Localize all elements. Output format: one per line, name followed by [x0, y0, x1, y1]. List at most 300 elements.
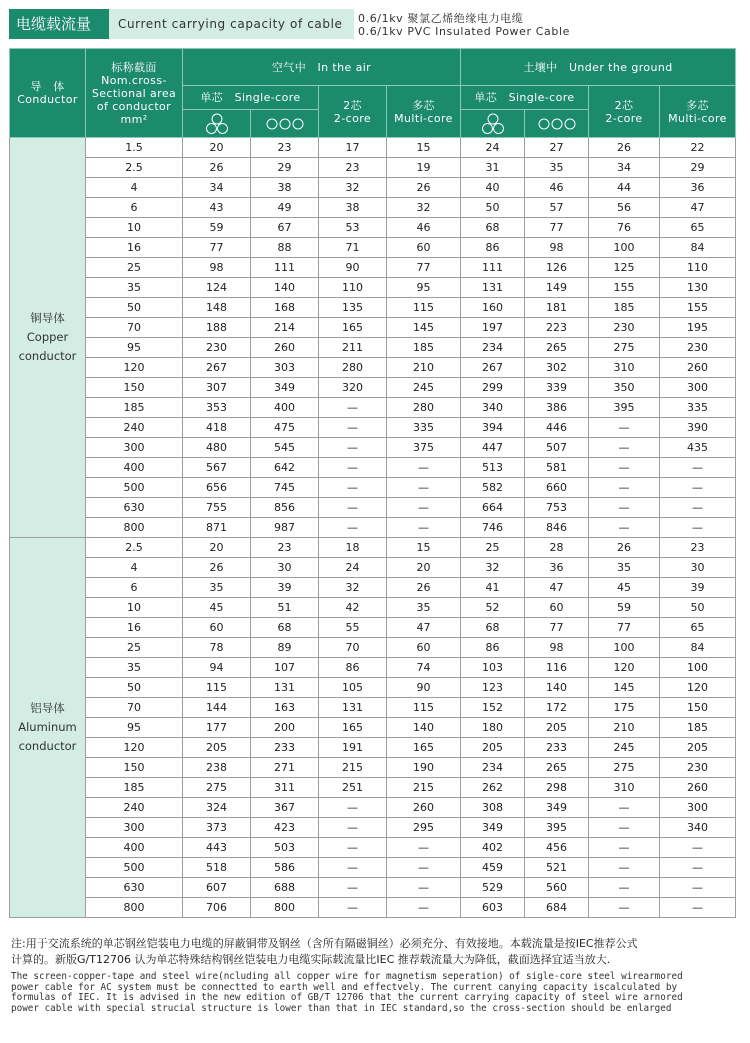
capacity-cell: — — [589, 838, 660, 858]
subtitle-zh: 0.6/1kv 聚氯乙烯绝缘电力电缆 — [358, 12, 524, 25]
capacity-cell: 185 — [660, 718, 736, 738]
capacity-cell: — — [589, 478, 660, 498]
capacity-cell: 47 — [387, 618, 461, 638]
capacity-cell: — — [387, 458, 461, 478]
table-header — [10, 49, 736, 138]
capacity-cell: 386 — [525, 398, 589, 418]
capacity-cell: — — [319, 458, 387, 478]
capacity-cell: 320 — [319, 378, 387, 398]
subtitle-en: 0.6/1kv PVC Insulated Power Cable — [358, 25, 570, 38]
capacity-cell: 349 — [525, 798, 589, 818]
capacity-cell: 846 — [525, 518, 589, 538]
capacity-cell: — — [387, 838, 461, 858]
capacity-cell: 46 — [525, 178, 589, 198]
capacity-cell: 350 — [589, 378, 660, 398]
capacity-cell: 111 — [251, 258, 319, 278]
capacity-cell: 560 — [525, 878, 589, 898]
air-two-core-header: 2芯 2-core — [319, 86, 387, 138]
capacity-cell: 36 — [525, 558, 589, 578]
capacity-cell: — — [660, 478, 736, 498]
capacity-cell: 223 — [525, 318, 589, 338]
conductor-header: 导 体 Conductor — [10, 49, 86, 138]
cross-section-cell: 120 — [86, 738, 183, 758]
capacity-cell: 335 — [387, 418, 461, 438]
capacity-cell: 35 — [525, 158, 589, 178]
capacity-cell: 418 — [183, 418, 251, 438]
capacity-cell: 190 — [387, 758, 461, 778]
capacity-cell: 265 — [525, 758, 589, 778]
capacity-cell: 755 — [183, 498, 251, 518]
capacity-cell: 68 — [251, 618, 319, 638]
capacity-cell: 607 — [183, 878, 251, 898]
capacity-cell: 26 — [589, 138, 660, 158]
capacity-cell: 260 — [660, 778, 736, 798]
capacity-cell: 475 — [251, 418, 319, 438]
capacity-cell: 23 — [251, 138, 319, 158]
capacity-cell: 395 — [589, 398, 660, 418]
cross-section-cell: 500 — [86, 478, 183, 498]
cross-section-cell: 6 — [86, 578, 183, 598]
capacity-cell: 115 — [387, 298, 461, 318]
capacity-cell: 42 — [319, 598, 387, 618]
cross-section-cell: 4 — [86, 178, 183, 198]
cross-section-cell: 4 — [86, 558, 183, 578]
capacity-cell: 65 — [660, 218, 736, 238]
capacity-cell: — — [660, 518, 736, 538]
capacity-cell: 262 — [461, 778, 525, 798]
table-row — [10, 558, 736, 578]
capacity-cell: 86 — [461, 638, 525, 658]
capacity-cell: 23 — [660, 538, 736, 558]
capacity-cell: 210 — [387, 358, 461, 378]
capacity-cell: — — [319, 518, 387, 538]
capacity-cell: 40 — [461, 178, 525, 198]
capacity-cell: 191 — [319, 738, 387, 758]
capacity-cell: — — [589, 898, 660, 918]
capacity-cell: 31 — [461, 158, 525, 178]
capacity-cell: 871 — [183, 518, 251, 538]
capacity-cell: 15 — [387, 138, 461, 158]
capacity-cell: 168 — [251, 298, 319, 318]
capacity-cell: 230 — [589, 318, 660, 338]
capacity-cell: 521 — [525, 858, 589, 878]
capacity-cell: 22 — [660, 138, 736, 158]
capacity-cell: 245 — [387, 378, 461, 398]
capacity-cell: 53 — [319, 218, 387, 238]
table-row — [10, 758, 736, 778]
capacity-cell: 100 — [589, 238, 660, 258]
cross-section-cell: 400 — [86, 458, 183, 478]
capacity-cell: 503 — [251, 838, 319, 858]
capacity-cell: 300 — [660, 378, 736, 398]
ground-trefoil-cell — [461, 110, 525, 138]
capacity-cell: 660 — [525, 478, 589, 498]
cross-section-header: 标称截面 Nom.cross- Sectional area of conductor mm² — [86, 49, 183, 138]
capacity-cell: 582 — [461, 478, 525, 498]
table-row — [10, 798, 736, 818]
table-row — [10, 538, 736, 558]
capacity-cell: 400 — [251, 398, 319, 418]
capacity-cell: 518 — [183, 858, 251, 878]
capacity-cell: 260 — [251, 338, 319, 358]
trefoil-cable-icon — [203, 113, 231, 135]
capacity-cell: 107 — [251, 658, 319, 678]
capacity-cell: 77 — [183, 238, 251, 258]
cross-section-cell: 1.5 — [86, 138, 183, 158]
table-row — [10, 238, 736, 258]
cross-section-cell: 50 — [86, 678, 183, 698]
cross-section-cell: 300 — [86, 818, 183, 838]
capacity-cell: 35 — [183, 578, 251, 598]
capacity-cell: 111 — [461, 258, 525, 278]
capacity-cell: 67 — [251, 218, 319, 238]
note-zh-line: 计算的。新版G/T12706 认为单芯特殊结构钢丝铠装电力电缆实际载流量比IEC 推荐载流量大为降低，截面选择宜适当放大. — [11, 953, 611, 966]
capacity-cell: 324 — [183, 798, 251, 818]
capacity-cell: 987 — [251, 518, 319, 538]
capacity-cell: 230 — [660, 758, 736, 778]
capacity-cell: 185 — [589, 298, 660, 318]
capacity-cell: 745 — [251, 478, 319, 498]
capacity-cell: 140 — [251, 278, 319, 298]
capacity-cell: 94 — [183, 658, 251, 678]
capacity-cell: 50 — [461, 198, 525, 218]
capacity-cell: 17 — [319, 138, 387, 158]
capacity-cell: — — [589, 438, 660, 458]
capacity-cell: 308 — [461, 798, 525, 818]
capacity-cell: 26 — [183, 158, 251, 178]
capacity-cell: 188 — [183, 318, 251, 338]
capacity-cell: 456 — [525, 838, 589, 858]
capacity-cell: 68 — [461, 218, 525, 238]
capacity-cell: 753 — [525, 498, 589, 518]
capacity-table — [9, 48, 736, 918]
capacity-cell: 245 — [589, 738, 660, 758]
capacity-cell: — — [589, 798, 660, 818]
capacity-cell: 55 — [319, 618, 387, 638]
capacity-cell: 26 — [387, 178, 461, 198]
capacity-cell: 50 — [660, 598, 736, 618]
capacity-cell: 233 — [525, 738, 589, 758]
capacity-cell: 20 — [183, 538, 251, 558]
capacity-cell: 32 — [461, 558, 525, 578]
capacity-cell: 100 — [660, 658, 736, 678]
cross-section-cell: 150 — [86, 758, 183, 778]
capacity-cell: 39 — [251, 578, 319, 598]
title-en: Current carrying capacity of cable — [109, 9, 354, 39]
cross-section-cell: 300 — [86, 438, 183, 458]
capacity-cell: 165 — [319, 718, 387, 738]
capacity-cell: 211 — [319, 338, 387, 358]
capacity-cell: 144 — [183, 698, 251, 718]
capacity-cell: 656 — [183, 478, 251, 498]
capacity-cell: 148 — [183, 298, 251, 318]
capacity-cell: 49 — [251, 198, 319, 218]
capacity-cell: 165 — [387, 738, 461, 758]
capacity-cell: 30 — [251, 558, 319, 578]
capacity-cell: 684 — [525, 898, 589, 918]
capacity-cell: 395 — [525, 818, 589, 838]
conductor-group-label — [10, 538, 86, 918]
air-multi-core-header: 多芯 Multi-core — [387, 86, 461, 138]
cross-section-cell: 35 — [86, 278, 183, 298]
capacity-cell: 175 — [589, 698, 660, 718]
air-flat-cell — [251, 110, 319, 138]
capacity-cell: — — [660, 858, 736, 878]
capacity-cell: 36 — [660, 178, 736, 198]
cross-section-cell: 25 — [86, 638, 183, 658]
capacity-cell: — — [319, 898, 387, 918]
cross-section-cell: 240 — [86, 418, 183, 438]
note-en — [11, 972, 741, 1014]
cross-section-cell: 185 — [86, 398, 183, 418]
capacity-cell: — — [589, 458, 660, 478]
capacity-cell: 205 — [183, 738, 251, 758]
conductor-group-text: conductor — [18, 349, 77, 363]
note-en-line: formulas of IEC. It is advised in the new edition of GB/T 12706 that the current carrying capacity of steel wire arnored — [11, 992, 683, 1004]
cross-section-cell: 95 — [86, 338, 183, 358]
capacity-cell: — — [319, 398, 387, 418]
table-row — [10, 518, 736, 538]
capacity-cell: 131 — [319, 698, 387, 718]
capacity-cell: 120 — [660, 678, 736, 698]
table-row — [10, 778, 736, 798]
conductor-group-label — [10, 138, 86, 538]
capacity-cell: 603 — [461, 898, 525, 918]
capacity-cell: 443 — [183, 838, 251, 858]
capacity-cell: 215 — [387, 778, 461, 798]
capacity-cell: 78 — [183, 638, 251, 658]
capacity-cell: 459 — [461, 858, 525, 878]
capacity-cell: 65 — [660, 618, 736, 638]
table-row — [10, 138, 736, 158]
capacity-cell: 45 — [183, 598, 251, 618]
capacity-cell: 230 — [660, 338, 736, 358]
capacity-cell: 15 — [387, 538, 461, 558]
capacity-cell: 267 — [183, 358, 251, 378]
capacity-cell: 115 — [387, 698, 461, 718]
capacity-cell: 32 — [319, 578, 387, 598]
capacity-cell: 349 — [251, 378, 319, 398]
capacity-cell: 335 — [660, 398, 736, 418]
capacity-cell: 57 — [525, 198, 589, 218]
capacity-cell: — — [319, 878, 387, 898]
capacity-cell: 435 — [660, 438, 736, 458]
capacity-cell: 130 — [660, 278, 736, 298]
capacity-cell: 110 — [319, 278, 387, 298]
capacity-cell: 581 — [525, 458, 589, 478]
capacity-cell: — — [589, 858, 660, 878]
capacity-cell: 32 — [319, 178, 387, 198]
capacity-cell: 163 — [251, 698, 319, 718]
capacity-cell: 275 — [589, 758, 660, 778]
capacity-cell: 423 — [251, 818, 319, 838]
capacity-cell: 77 — [525, 618, 589, 638]
page-header — [9, 9, 354, 39]
capacity-cell: 373 — [183, 818, 251, 838]
capacity-cell: 197 — [461, 318, 525, 338]
table-row — [10, 218, 736, 238]
capacity-cell: — — [387, 478, 461, 498]
capacity-cell: — — [387, 878, 461, 898]
capacity-cell: — — [589, 418, 660, 438]
conductor-group-text: Aluminum — [18, 720, 77, 734]
capacity-cell: 26 — [183, 558, 251, 578]
capacity-cell: 394 — [461, 418, 525, 438]
capacity-cell: 307 — [183, 378, 251, 398]
capacity-cell: 234 — [461, 338, 525, 358]
capacity-cell: 145 — [387, 318, 461, 338]
capacity-cell: 90 — [319, 258, 387, 278]
table-row — [10, 178, 736, 198]
cross-section-cell: 2.5 — [86, 538, 183, 558]
capacity-cell: 353 — [183, 398, 251, 418]
ground-single-core-header: 单芯 Single-core — [461, 86, 589, 110]
capacity-cell: 77 — [387, 258, 461, 278]
capacity-cell: 298 — [525, 778, 589, 798]
cross-section-cell: 95 — [86, 718, 183, 738]
cross-section-cell: 630 — [86, 878, 183, 898]
capacity-cell: 340 — [461, 398, 525, 418]
table-row — [10, 898, 736, 918]
capacity-cell: 507 — [525, 438, 589, 458]
capacity-cell: 24 — [319, 558, 387, 578]
capacity-cell: 86 — [461, 238, 525, 258]
capacity-cell: 260 — [660, 358, 736, 378]
table-row — [10, 658, 736, 678]
capacity-cell: 265 — [525, 338, 589, 358]
table-row — [10, 398, 736, 418]
capacity-cell: 41 — [461, 578, 525, 598]
capacity-cell: 140 — [387, 718, 461, 738]
ground-two-core-header: 2芯 2-core — [589, 86, 660, 138]
capacity-cell: 200 — [251, 718, 319, 738]
capacity-cell: — — [660, 838, 736, 858]
capacity-cell: 76 — [589, 218, 660, 238]
capacity-cell: — — [319, 498, 387, 518]
table-row — [10, 318, 736, 338]
capacity-cell: 125 — [589, 258, 660, 278]
capacity-cell: 275 — [183, 778, 251, 798]
cross-section-cell: 70 — [86, 698, 183, 718]
capacity-cell: 23 — [319, 158, 387, 178]
capacity-cell: 155 — [589, 278, 660, 298]
capacity-cell: 120 — [589, 658, 660, 678]
table-row — [10, 598, 736, 618]
capacity-cell: 181 — [525, 298, 589, 318]
capacity-cell: 77 — [525, 218, 589, 238]
capacity-cell: 642 — [251, 458, 319, 478]
capacity-cell: 105 — [319, 678, 387, 698]
capacity-cell: 195 — [660, 318, 736, 338]
table-row — [10, 278, 736, 298]
conductor-group-text: Copper — [26, 330, 69, 344]
capacity-cell: 124 — [183, 278, 251, 298]
capacity-cell: 90 — [387, 678, 461, 698]
table-row — [10, 678, 736, 698]
capacity-cell: 35 — [589, 558, 660, 578]
capacity-cell: 339 — [525, 378, 589, 398]
capacity-cell: 233 — [251, 738, 319, 758]
cross-section-cell: 500 — [86, 858, 183, 878]
capacity-cell: 310 — [589, 358, 660, 378]
capacity-cell: 300 — [660, 798, 736, 818]
note-zh-line: 注:用于交流系统的单芯钢丝铠装电力电缆的屏蔽铜带及钢丝（含所有隔磁铜丝）必须充分、有效接地。本载流量是按IEC推荐公式 — [11, 937, 638, 950]
capacity-cell: 160 — [461, 298, 525, 318]
capacity-cell: 88 — [251, 238, 319, 258]
cross-section-cell: 150 — [86, 378, 183, 398]
capacity-cell: 446 — [525, 418, 589, 438]
air-single-core-header: 单芯 Single-core — [183, 86, 319, 110]
capacity-cell: 34 — [183, 178, 251, 198]
capacity-cell: 271 — [251, 758, 319, 778]
table-row — [10, 438, 736, 458]
capacity-cell: 447 — [461, 438, 525, 458]
capacity-cell: 529 — [461, 878, 525, 898]
capacity-cell: 77 — [589, 618, 660, 638]
capacity-cell: 26 — [589, 538, 660, 558]
capacity-cell: 103 — [461, 658, 525, 678]
capacity-cell: 52 — [461, 598, 525, 618]
flat-cable-icon — [265, 117, 305, 131]
capacity-cell: 230 — [183, 338, 251, 358]
capacity-cell: 29 — [660, 158, 736, 178]
capacity-cell: 24 — [461, 138, 525, 158]
ground-multi-core-header: 多芯 Multi-core — [660, 86, 736, 138]
capacity-cell: — — [319, 858, 387, 878]
table-row — [10, 698, 736, 718]
capacity-cell: 310 — [589, 778, 660, 798]
table-row — [10, 498, 736, 518]
capacity-cell: 27 — [525, 138, 589, 158]
capacity-cell: 311 — [251, 778, 319, 798]
capacity-cell: — — [319, 438, 387, 458]
air-header: 空气中 In the air — [183, 49, 461, 86]
capacity-cell: 38 — [251, 178, 319, 198]
capacity-cell: 375 — [387, 438, 461, 458]
capacity-cell: 115 — [183, 678, 251, 698]
capacity-cell: 84 — [660, 238, 736, 258]
capacity-cell: — — [387, 518, 461, 538]
capacity-cell: 100 — [589, 638, 660, 658]
capacity-cell: — — [319, 418, 387, 438]
capacity-cell: 131 — [461, 278, 525, 298]
capacity-cell: 303 — [251, 358, 319, 378]
capacity-cell: 84 — [660, 638, 736, 658]
capacity-cell: 59 — [589, 598, 660, 618]
cross-section-cell: 35 — [86, 658, 183, 678]
table-row — [10, 858, 736, 878]
capacity-cell: 68 — [461, 618, 525, 638]
capacity-cell: 32 — [387, 198, 461, 218]
capacity-cell: — — [589, 498, 660, 518]
title-zh: 电缆载流量 — [9, 9, 109, 39]
capacity-cell: 152 — [461, 698, 525, 718]
capacity-cell: 71 — [319, 238, 387, 258]
table-row — [10, 198, 736, 218]
capacity-cell: 302 — [525, 358, 589, 378]
capacity-cell: 56 — [589, 198, 660, 218]
cross-section-cell: 50 — [86, 298, 183, 318]
capacity-cell: 19 — [387, 158, 461, 178]
capacity-cell: — — [660, 458, 736, 478]
capacity-cell: — — [319, 838, 387, 858]
capacity-cell: 155 — [660, 298, 736, 318]
capacity-cell: 74 — [387, 658, 461, 678]
capacity-cell: 145 — [589, 678, 660, 698]
capacity-cell: 205 — [660, 738, 736, 758]
conductor-group-text: 铜导体 — [30, 311, 65, 325]
capacity-cell: 586 — [251, 858, 319, 878]
